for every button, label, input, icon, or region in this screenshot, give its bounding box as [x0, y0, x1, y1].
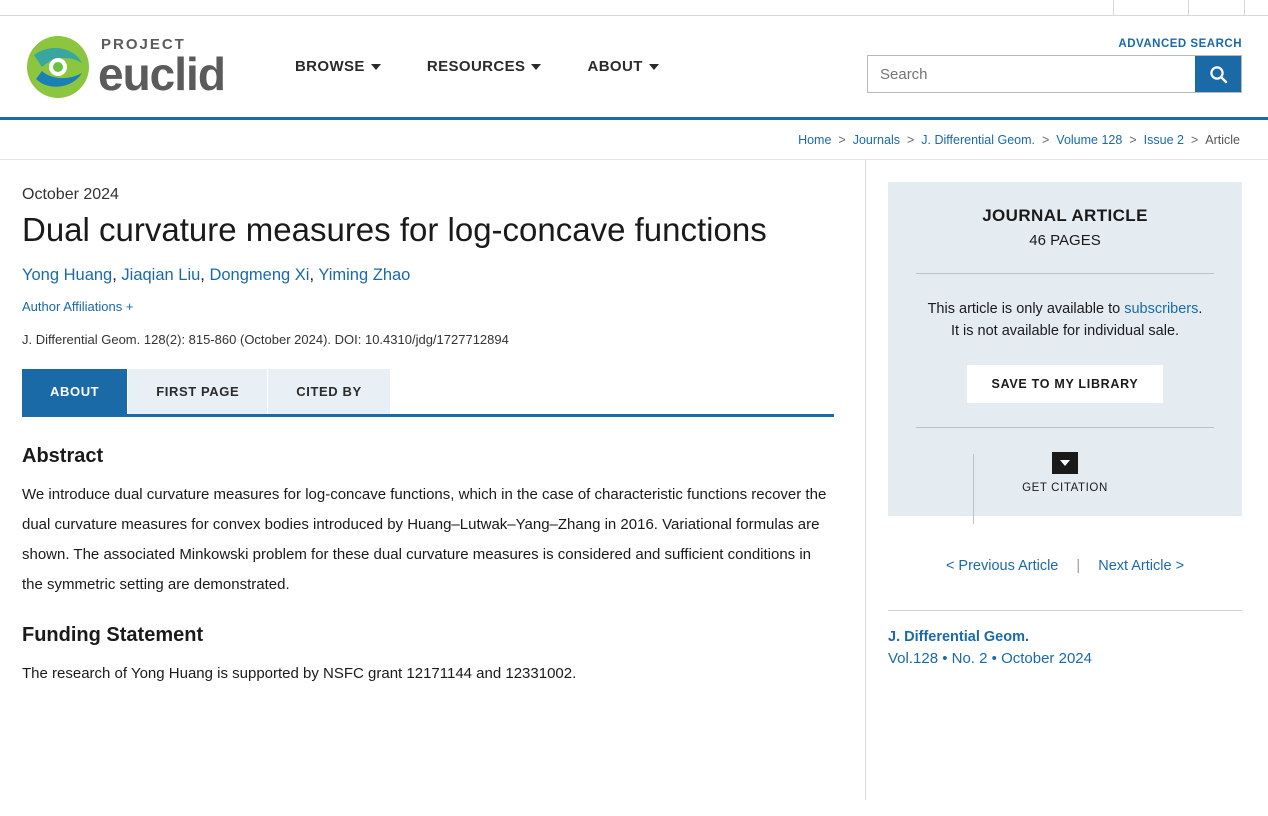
breadcrumb-separator: > [1190, 132, 1199, 147]
breadcrumb-separator: > [1041, 132, 1050, 147]
top-utility-bar [0, 0, 1268, 16]
breadcrumb-item-journals[interactable]: Journals [852, 132, 900, 147]
euclid-logo-icon [24, 33, 92, 101]
abstract-text: We introduce dual curvature measures for log-concave functions, which in the case of characteristic functions recover the dual curvature measures for convex bodies introduced by Huang–Lutwak–Yang–Zhang in 2016. Variational formulas are shown. The associated Minkowski problem for these dual curvature measures is considered and sufficient conditions in the symmetric setting are demonstrated. [22, 486, 827, 594]
breadcrumb-item-article: Article [1205, 132, 1240, 147]
publication-date: October 2024 [22, 186, 119, 203]
main-navigation [295, 58, 659, 75]
advanced-search-link[interactable]: ADVANCED SEARCH [1118, 38, 1242, 50]
breadcrumb-item-journal[interactable]: J. Differential Geom. [921, 132, 1035, 147]
chevron-down-icon [531, 64, 541, 70]
sidebar-column [866, 160, 1266, 800]
download-citation-icon [1052, 452, 1078, 474]
tab-about[interactable]: ABOUT [22, 369, 128, 414]
search-input[interactable] [868, 56, 1195, 92]
pagination-separator: | [1076, 557, 1081, 574]
site-header [0, 16, 1268, 120]
breadcrumb-item-issue[interactable]: Issue 2 [1143, 132, 1184, 147]
logo-project-text: PROJECT [101, 35, 186, 53]
journal-name-link[interactable]: J. Differential Geom. [888, 628, 1030, 645]
tab-cited-by[interactable]: CITED BY [268, 369, 390, 414]
breadcrumb-item-volume[interactable]: Volume 128 [1056, 132, 1123, 147]
author-link-1[interactable]: Yong Huang [22, 266, 113, 285]
divider [916, 427, 1214, 428]
breadcrumb-separator: > [838, 132, 846, 147]
abstract-heading: Abstract [22, 445, 104, 468]
nav-resources-label: RESOURCES [426, 58, 526, 75]
breadcrumb-item-home[interactable]: Home [798, 132, 832, 147]
nav-about-label: ABOUT [587, 58, 643, 75]
author-link-3[interactable]: Dongmeng Xi [209, 266, 310, 285]
breadcrumb [0, 120, 1268, 160]
article-pagination [888, 558, 1242, 574]
main-content [0, 160, 1268, 800]
breadcrumb-separator: > [906, 132, 915, 147]
previous-article-link[interactable]: < Previous Article [945, 557, 1059, 574]
journal-issue-link[interactable]: Vol.128 • No. 2 • October 2024 [888, 649, 1092, 667]
next-article-link[interactable]: Next Article > [1098, 557, 1185, 574]
save-to-my-library-button[interactable]: SAVE TO MY LIBRARY [967, 365, 1163, 403]
article-tabs [22, 369, 834, 417]
author-list: Yong Huang, Jiaqian Liu, Dongmeng Xi, Yiming Zhao [22, 266, 411, 285]
author-link-2[interactable]: Jiaqian Liu [121, 266, 201, 285]
site-logo[interactable] [24, 33, 225, 101]
breadcrumb-separator: > [1129, 132, 1137, 147]
get-citation-label: GET CITATION [1022, 481, 1108, 494]
availability-line-2: It is not available for individual sale. [950, 323, 1180, 340]
article-citation-line: J. Differential Geom. 128(2): 815-860 (October 2024). DOI: 10.4310/jdg/1727712894 [22, 332, 509, 348]
funding-heading: Funding Statement [22, 624, 204, 647]
search-icon [1209, 65, 1228, 84]
chevron-down-icon [371, 64, 381, 70]
nav-browse[interactable] [295, 58, 381, 75]
article-page-count: 46 PAGES [1029, 232, 1101, 249]
vertical-divider [973, 454, 974, 524]
search-area [867, 38, 1242, 93]
nav-browse-label: BROWSE [294, 58, 365, 75]
author-affiliations-toggle[interactable]: Author Affiliations + [22, 299, 134, 315]
article-column [0, 160, 866, 800]
search-bar [867, 55, 1242, 93]
article-type-label: JOURNAL ARTICLE [982, 206, 1148, 225]
top-divider-2 [1188, 0, 1189, 16]
subscribers-link[interactable]: subscribers [1124, 301, 1199, 317]
tab-first-page[interactable]: FIRST PAGE [128, 369, 268, 414]
get-citation-block[interactable] [910, 452, 1220, 494]
nav-resources[interactable] [427, 58, 542, 75]
author-link-4[interactable]: Yiming Zhao [318, 266, 411, 285]
funding-text: The research of Yong Huang is supported by NSFC grant 12171144 and 12331002. [22, 665, 577, 683]
divider [888, 610, 1242, 611]
top-divider-1 [1113, 0, 1114, 16]
chevron-down-icon [649, 64, 659, 70]
search-button[interactable] [1195, 56, 1241, 92]
availability-suffix: . [1198, 301, 1203, 317]
article-info-box [888, 182, 1242, 516]
availability-prefix: This article is only available to [927, 301, 1125, 317]
top-divider-3 [1244, 0, 1245, 16]
page-title: Dual curvature measures for log-concave functions [22, 211, 767, 248]
availability-text [910, 298, 1220, 343]
divider [916, 273, 1214, 274]
logo-euclid-text: euclid [98, 47, 225, 100]
nav-about[interactable] [587, 58, 658, 75]
